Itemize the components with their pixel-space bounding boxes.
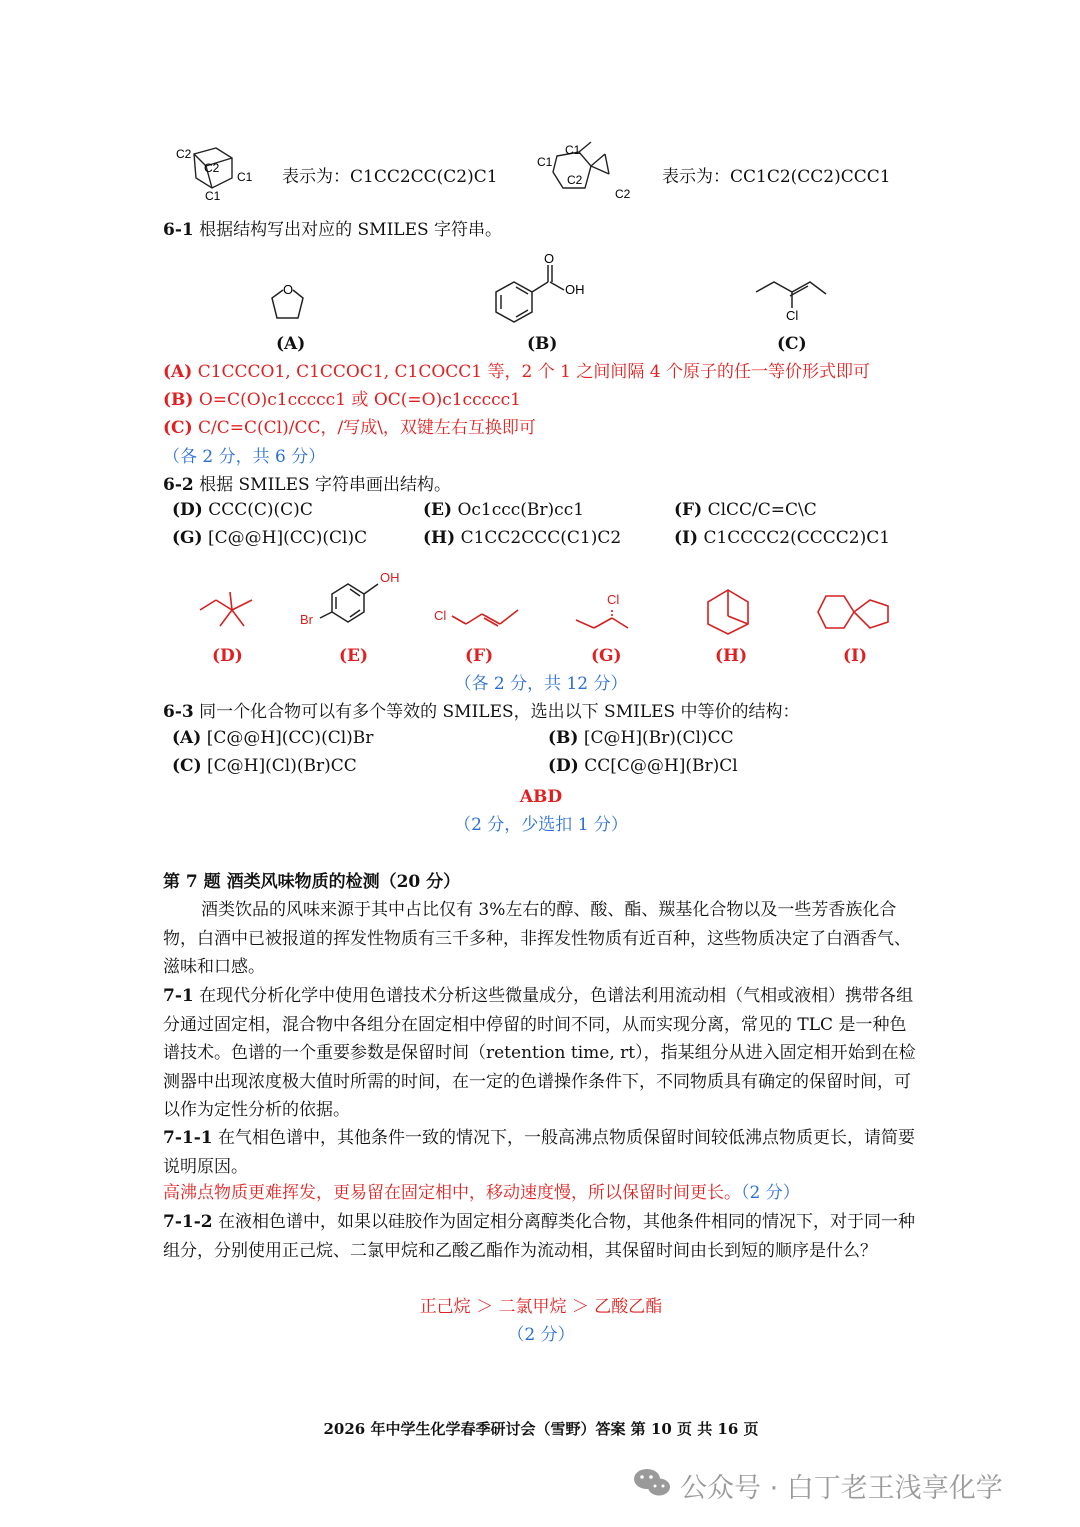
answer-B: (B) O=C(O)c1ccccc1 或 OC(=O)c1ccccc1 (163, 390, 521, 410)
q7-1: 7-1 在现代分析化学中使用色谱技术分析这些微量成分，色谱法利用流动相（气相或液相）携带各组分通过固定相，混合物中各组分在固定相中停留的时间不同，从而实现分离，常见的 TLC 是一种色谱技术。色谱的一个重要参数是保留时间（retention time, rt），指某组分从进入固定相开始到在检测器中出现浓度极大值时所需的时间，在一定的色谱操作条件下，不同物质具有确定的保留时间，可以作为定性分析的依据。 (163, 986, 916, 1120)
label-I: (I) (843, 646, 868, 666)
wechat-icon (632, 1466, 672, 1500)
atom-label: OH (565, 282, 585, 297)
example-2-text: 表示为：CC1C2(CC2)CCC1 (662, 167, 891, 187)
q7-1-2: 7-1-2 在液相色谱中，如果以硅胶作为固定相分离醇类化合物，其他条件相同的情况下，对于同一种组分，分别使用正己烷、二氯甲烷和乙酸乙酯作为流动相，其保留时间由长到短的顺序是什么？ (163, 1212, 916, 1261)
q7-1-2-answer: 正己烷 ＞ 二氯甲烷 ＞ 乙酸乙酯 (419, 1297, 663, 1317)
page-footer: 2026 年中学生化学春季研讨会（雪野）答案 第 10 页 共 16 页 (323, 1420, 759, 1438)
atom-label: C2 (615, 187, 631, 201)
q6-3-answer: ABD (519, 787, 563, 807)
atom-label: C2 (204, 161, 220, 175)
smiles-F: (F) ClCC/C=C\C (674, 500, 817, 520)
label-C: (C) (777, 334, 807, 354)
atom-label: Cl (786, 308, 799, 323)
structure-G-answer (574, 588, 634, 636)
q7-1-2-score: （2 分） (507, 1325, 575, 1345)
atom-label: O (544, 252, 555, 266)
watermark-text: 公众号 · 白丁老王浅享化学 (680, 1473, 1003, 1504)
smiles-H: (H) C1CC2CCC(C1)C2 (423, 528, 622, 548)
structure-C-chloroalkene (752, 272, 832, 324)
q7-1-1-answer: 高沸点物质更难挥发，更易留在固定相中，移动速度慢，所以保留时间更长。（2 分） (163, 1183, 800, 1203)
q7-intro: 酒类饮品的风味来源于其中占比仅有 3%左右的醇、酸、酯、羰基化合物以及一些芳香族化合物，白酒中已被报道的挥发性物质有三千多种，非挥发性物质有近百种，这些物质决定了白酒香气、滋味和口感。 (163, 900, 911, 977)
atom-label: C2 (567, 173, 583, 187)
label-F: (F) (465, 646, 494, 666)
smiles-D: (D) CCC(C)(C)C (172, 500, 313, 520)
q6-2-score: （各 2 分，共 12 分） (454, 674, 628, 694)
atom-label: O (283, 282, 294, 297)
atom-label: C1 (237, 170, 253, 184)
label-B: (B) (527, 334, 558, 354)
example-structure-2 (535, 140, 635, 206)
option-B: (B) [C@H](Br)(Cl)CC (548, 728, 734, 748)
atom-label: Cl (607, 592, 620, 607)
option-D: (D) CC[C@@H](Br)Cl (548, 756, 738, 776)
q7-1-1: 7-1-1 在气相色谱中，其他条件一致的情况下，一般高沸点物质保留时间较低沸点物质更长，请简要说明原因。 (163, 1128, 916, 1177)
label-D: (D) (212, 646, 243, 666)
atom-label: Cl (434, 608, 447, 623)
option-C: (C) [C@H](Cl)(Br)CC (172, 756, 357, 776)
q7-title: 第 7 题 酒类风味物质的检测（20 分） (163, 872, 461, 892)
smiles-I: (I) C1CCCC2(CCCC2)C1 (674, 528, 891, 548)
example-1-text: 表示为：C1CC2CC(C2)C1 (282, 167, 498, 187)
q6-2-heading: 6-2 根据 SMILES 字符串画出结构。 (163, 475, 452, 495)
q6-1-score: （各 2 分，共 6 分） (163, 447, 326, 467)
atom-label: C1 (205, 189, 221, 203)
atom-label: C1 (565, 143, 581, 157)
structure-E-answer (298, 568, 408, 630)
label-A: (A) (276, 334, 306, 354)
structure-F-answer (434, 596, 524, 632)
answer-C: (C) C/C=C(Cl)/CC，/写成\，双键左右互换即可 (163, 418, 536, 438)
q6-3-heading: 6-3 同一个化合物可以有多个等效的 SMILES，选出以下 SMILES 中等价的结构： (163, 702, 800, 722)
structure-A-thf (262, 276, 314, 326)
atom-label: C1 (537, 155, 553, 169)
structure-I-answer (816, 592, 894, 634)
atom-label: Br (300, 612, 313, 627)
label-G: (G) (591, 646, 622, 666)
atom-label: OH (380, 570, 400, 585)
option-A: (A) [C@@H](CC)(Cl)Br (172, 728, 374, 748)
structure-D-answer (196, 588, 256, 632)
label-E: (E) (339, 646, 369, 666)
smiles-G: (G) [C@@H](CC)(Cl)C (172, 528, 368, 548)
q6-3-score: （2 分，少选扣 1 分） (454, 815, 628, 835)
atom-label: C2 (176, 147, 192, 161)
structure-H-answer (702, 586, 754, 638)
label-H: (H) (715, 646, 748, 666)
structure-B-benzoic-acid (488, 252, 598, 328)
answer-A: (A) C1CCCO1, C1CCOC1, C1COCC1 等，2 个 1 之间间隔 4 个原子的任一等价形式即可 (163, 362, 870, 382)
q6-1-heading: 6-1 根据结构写出对应的 SMILES 字符串。 (163, 220, 503, 240)
example-structure-1 (172, 140, 262, 206)
smiles-E: (E) Oc1ccc(Br)cc1 (423, 500, 585, 520)
